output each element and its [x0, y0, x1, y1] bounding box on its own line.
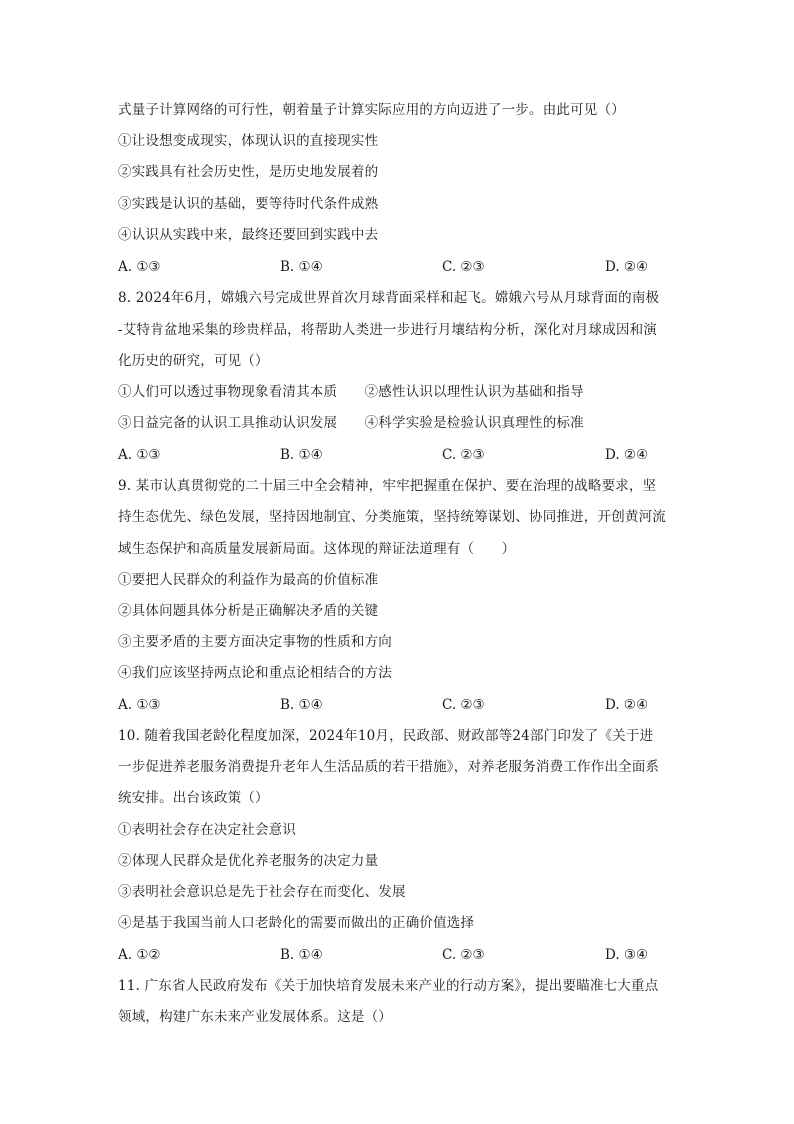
q10-options [0, 945, 794, 965]
q7-option-c: C. ②③ [442, 259, 485, 275]
q7-option-a: A. ①③ [118, 259, 161, 275]
q7-statement-4: ④认识从实践中来，最终还要回到实践中去 [118, 227, 379, 243]
q8-option-a: A. ①③ [118, 447, 161, 463]
q10-statement-3: ③表明社会意识总是先于社会存在而变化、发展 [118, 884, 406, 900]
q7-option-b: B. ①④ [280, 259, 323, 275]
q10-option-c: C. ②③ [442, 947, 485, 963]
q9-option-b: B. ①④ [280, 697, 323, 713]
q8-option-c: C. ②③ [442, 447, 485, 463]
q10-stem-line-1: 10. 随着我国老龄化程度加深，2024年10月，民政部、财政部等24部门印发了《关于进 [118, 728, 654, 744]
q9-stem-line-3: 域生态保护和高质量发展新局面。这体现的辩证法道理有（ ） [118, 541, 516, 557]
q8-statements-1-2: ①人们可以透过事物现象看清其本质 ②感性认识以理性认识为基础和指导 [118, 384, 584, 400]
q10-option-a: A. ①② [118, 947, 161, 963]
q7-statement-3: ③实践是认识的基础，要等待时代条件成熟 [118, 196, 379, 212]
q11-stem-line-2: 领域，构建广东未来产业发展体系。这是（） [118, 1009, 392, 1025]
q7-stem-line: 式量子计算网络的可行性，朝着量子计算实际应用的方向迈进了一步。由此可见（） [118, 102, 625, 118]
q8-stem-line-3: 化历史的研究，可见（） [118, 353, 269, 369]
q7-options [0, 257, 794, 277]
q7-statement-2: ②实践具有社会历史性，是历史地发展着的 [118, 164, 379, 180]
q8-stem-line-1: 8. 2024年6月，嫦娥六号完成世界首次月球背面采样和起飞。嫦娥六号从月球背面的南极 [118, 290, 660, 306]
q8-stem-line-2: -艾特肯盆地采集的珍贵样品，将帮助人类进一步进行月壤结构分析，深化对月球成因和演 [118, 322, 658, 338]
q10-option-b: B. ①④ [280, 947, 323, 963]
q7-option-d: D. ②④ [605, 259, 649, 275]
q9-stem-line-1: 9. 某市认真贯彻党的二十届三中全会精神，牢牢把握重在保护、要在治理的战略要求，坚 [118, 478, 657, 494]
q10-option-d: D. ③④ [605, 947, 649, 963]
q9-statement-3: ③主要矛盾的主要方面决定事物的性质和方向 [118, 634, 392, 650]
q8-options [0, 445, 794, 465]
q9-options [0, 695, 794, 715]
q10-statement-4: ④是基于我国当前人口老龄化的需要而做出的正确价值选择 [118, 915, 475, 931]
q9-option-c: C. ②③ [442, 697, 485, 713]
q9-stem-line-2: 持生态优先、绿色发展，坚持因地制宜、分类施策，坚持统筹谋划、协同推进，开创黄河流 [118, 509, 666, 525]
q10-statement-1: ①表明社会存在决定社会意识 [118, 822, 297, 838]
q9-statement-2: ②具体问题具体分析是正确解决矛盾的关键 [118, 603, 379, 619]
q8-statements-3-4: ③日益完备的认识工具推动认识发展 ④科学实验是检验认识真理性的标准 [118, 415, 584, 431]
q9-option-d: D. ②④ [605, 697, 649, 713]
q9-option-a: A. ①③ [118, 697, 161, 713]
q10-stem-line-3: 统安排。出台该政策（） [118, 790, 269, 806]
q8-option-d: D. ②④ [605, 447, 649, 463]
q7-statement-1: ①让设想变成现实，体现认识的直接现实性 [118, 133, 379, 149]
q10-stem-line-2: 一步促进养老服务消费提升老年人生活品质的若干措施》，对养老服务消费工作作出全面系 [118, 759, 660, 775]
q8-option-b: B. ①④ [280, 447, 323, 463]
q10-statement-2: ②体现人民群众是优化养老服务的决定力量 [118, 853, 379, 869]
q11-stem-line-1: 11. 广东省人民政府发布《关于加快培育发展未来产业的行动方案》，提出要瞄准七大重点 [118, 978, 659, 994]
q9-statement-1: ①要把人民群众的利益作为最高的价值标准 [118, 572, 379, 588]
q9-statement-4: ④我们应该坚持两点论和重点论相结合的方法 [118, 665, 392, 681]
